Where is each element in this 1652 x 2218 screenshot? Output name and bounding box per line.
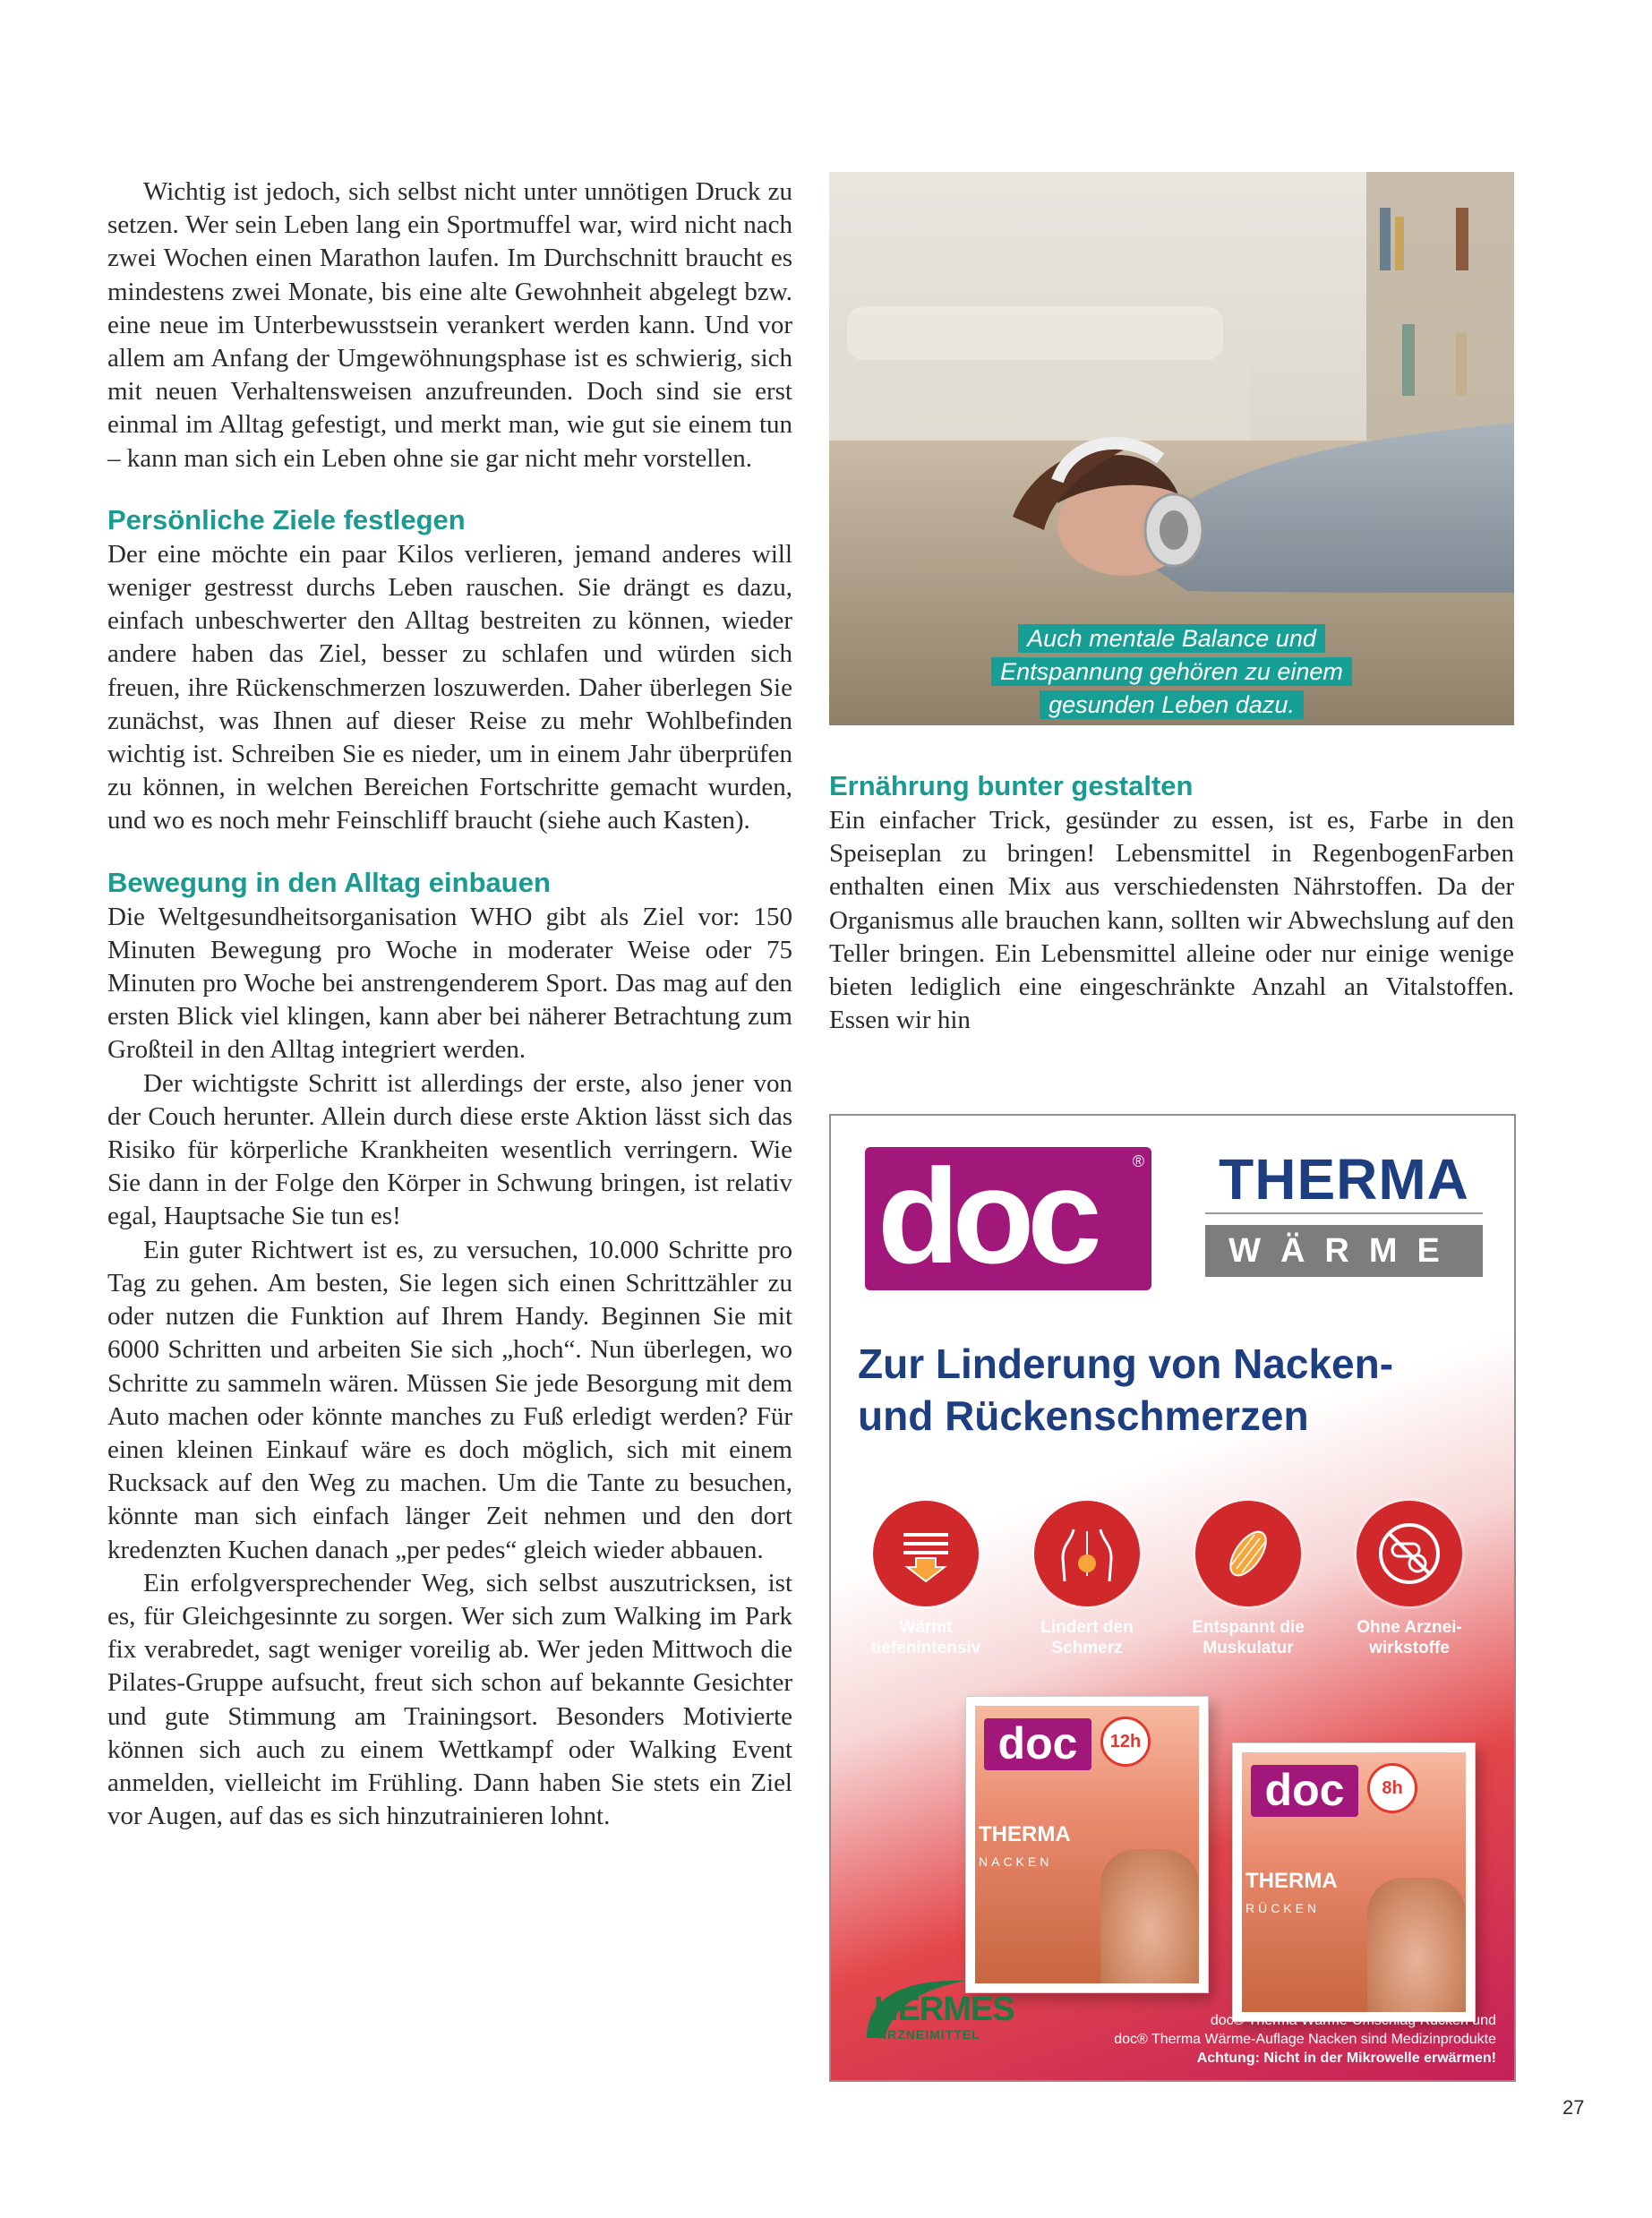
paragraph-bewegung-3: Ein guter Richtwert ist es, zu versuchen, 10.000 Schritte pro Tag zu gehen. Am besten, Sie legen sich einen Schrittzähler zu oder nutzen die Funktion auf Ihrem Handy. Beginnen Sie mit 6000 Schritten und arbeiten Sie sich „hoch“. Nun überlegen, wo Schritte zu sammeln wären. Müssen Sie jede Besorgung mit dem Auto machen oder könnte manches zu Fuß erledigt werden? Für einen kleinen Einkauf wäre es doch möglich, sich mit einem Rucksack auf den Weg zu machen. Um die Tante zu besuchen, könnte man sich einfach länger Zeit nehmen und den dort kredenzten Kuchen danach „per pedes“ gleich wieder abbauen. <box>107 1235 792 1564</box>
caption-line-2: Entspannung gehören zu einem <box>991 657 1352 686</box>
pack-back-image <box>1367 1878 1466 2012</box>
pack-subtitle: NACKEN <box>979 1854 1053 1869</box>
heading-persoenliche-ziele: Persönliche Ziele festlegen <box>107 503 466 535</box>
feature-label <box>1006 1617 1168 1658</box>
footnote-warning: Achtung: Nicht in der Mikrowelle erwärmen! <box>1196 2051 1496 2066</box>
left-column <box>107 176 792 1833</box>
feature-label-line: Wärmt <box>899 1618 953 1637</box>
feature-label <box>845 1617 1006 1658</box>
muscle-icon <box>1195 1501 1301 1606</box>
ad-footnote <box>1031 2011 1496 2068</box>
feature-label-line: Entspannt die <box>1192 1618 1305 1637</box>
caption-line-1: Auch mentale Balance und <box>1018 624 1325 653</box>
back-pain-icon <box>1034 1501 1140 1606</box>
feature-label-line: Lindert den <box>1040 1618 1134 1637</box>
ad-headline <box>858 1338 1485 1442</box>
footnote-line-2: doc® Therma Wärme-Auflage Nacken sind Medizinprodukte <box>1114 2032 1496 2047</box>
pack-hours-badge: 8h <box>1367 1763 1417 1813</box>
feature-entspannt <box>1168 1501 1329 1658</box>
paragraph-persoenliche-ziele: Der eine möchte ein paar Kilos verlieren, jemand anderes will weniger gestresst durchs Leben rauschen. Sie drängt es dazu, einfach unbeschwerter den Alltag bestreiten zu können, wieder andere haben das Ziel, besser zu schlafen und würden sich freuen, ihre Rückenschmerzen loszuwerden. Daher überlegen Sie zunächst, was Ihnen auf dieser Reise zu mehr Wohlbefinden wichtig ist. Schreiben Sie es nieder, um in einem Jahr überprüfen zu können, in welchen Bereichen Fortschritte gemacht wurden, und wo es noch mehr Feinschliff braucht (siehe auch Kasten). <box>107 539 792 835</box>
feature-icons <box>845 1501 1499 1698</box>
doc-logo <box>865 1141 1151 1291</box>
pack-doc-logo: doc <box>1251 1765 1358 1817</box>
feature-label-line: tiefenintensiv <box>870 1639 981 1657</box>
relaxing-woman-photo <box>829 172 1514 725</box>
no-pills-icon <box>1357 1501 1462 1606</box>
heat-arrow-icon <box>873 1501 979 1606</box>
registered-mark: ® <box>1132 1152 1144 1170</box>
hermes-subtitle: ARZNEIMITTEL <box>877 2027 980 2042</box>
feature-label <box>1329 1617 1490 1658</box>
doc-logo-text: doc <box>877 1141 1095 1291</box>
feature-lindert <box>1006 1501 1168 1658</box>
ad-headline-line-2: und Rückenschmerzen <box>858 1392 1309 1439</box>
feature-label-line: Schmerz <box>1051 1639 1123 1657</box>
product-pack-nacken <box>965 1696 1209 1993</box>
feature-label-line: Muskulatur <box>1203 1639 1294 1657</box>
footnote-line-1: doc® Therma Wärme-Umschlag Rücken und <box>1210 2013 1496 2028</box>
therma-logo-text: THERMA <box>1219 1147 1469 1212</box>
hermes-name: HERMES <box>874 1991 1014 2028</box>
ad-headline-line-1: Zur Linderung von Nacken- <box>858 1340 1394 1387</box>
heading-ernaehrung: Ernährung bunter gestalten <box>829 770 1194 801</box>
photo-caption <box>829 622 1514 722</box>
pack-hours-badge: 12h <box>1100 1717 1151 1767</box>
pack-title: THERMA <box>1245 1869 1338 1893</box>
feature-label <box>1168 1617 1329 1658</box>
paragraph-ernaehrung: Ein einfacher Trick, gesünder zu essen, ist es, Farbe in den Speiseplan zu bringen! Lebensmittel in RegenbogenFarben enthalten einen Mix aus verschiedensten Nährstoffen. Da der Organismus alle brauchen kann, sollten wir Abwechslung auf den Teller bringen. Ein Lebensmittel alleine oder nur einige wenige bieten lediglich eine eingeschränkte Anzahl an Vitalstoffen. Essen wir hin <box>829 806 1514 1035</box>
pack-doc-logo: doc <box>984 1718 1091 1770</box>
pack-subtitle: RÜCKEN <box>1245 1901 1321 1915</box>
feature-waermt <box>845 1501 1006 1658</box>
hermes-logo <box>858 1975 1019 2056</box>
paragraph-bewegung-2: Der wichtigste Schritt ist allerdings der erste, also jener von der Couch herunter. Allein durch diese erste Aktion lässt sich das Risiko für körperliche Krankheiten wesentlich verringern. Wie Sie dann in der Folge den Körper in Schwung bringen, ist relativ egal, Hauptsache Sie tun es! <box>107 1068 792 1231</box>
page-number: 27 <box>1562 2096 1585 2119</box>
therma-divider <box>1205 1212 1483 1214</box>
feature-label-line: Ohne Arznei- <box>1357 1618 1462 1637</box>
waerme-banner: WÄRME <box>1205 1225 1483 1277</box>
doc-therma-advertisement[interactable] <box>829 1114 1516 2082</box>
paragraph-bewegung-4: Ein erfolgversprechender Weg, sich selbst auszutricksen, ist es, für Gleichgesinnte zu sorgen. Wer sich zum Walking im Park fix verabredet, sagt weniger voreilig ab. Wer jeden Mittwoch die Pilates-Gruppe aufsucht, freut sich schon auf bekannte Gesichter und gute Stimmung am Trainingsort. Besonders Motivierte können sich auch zu einem Wettkampf oder Walking Event anmelden, vielleicht im Frühling. Dann haben Sie stets ein Ziel vor Augen, auf das es sich hinzutrainieren lohnt. <box>107 1568 792 1831</box>
caption-line-3: gesunden Leben dazu. <box>1040 690 1304 719</box>
feature-label-line: wirkstoffe <box>1369 1639 1450 1657</box>
intro-paragraph: Wichtig ist jedoch, sich selbst nicht unter unnötigen Druck zu setzen. Wer sein Leben lang ein Sportmuffel war, wird nicht nach zwei Wochen einen Marathon laufen. Im Durchschnitt braucht es mindestens zwei Monate, bis eine alte Gewohnheit abgelegt bzw. eine neue im Unterbewusstsein verankert werden kann. Und vor allem am Anfang der Umgewöhnungsphase ist es schwierig, sich mit neuen Verhaltensweisen anzufreunden. Doch sind sie erst einmal im Alltag gefestigt, und merkt man, wie gut sie einem tun – kann man sich ein Leben ohne sie gar nicht mehr vorstellen. <box>107 177 792 473</box>
pack-title: THERMA <box>979 1822 1071 1846</box>
pack-back-image <box>1100 1849 1199 1983</box>
feature-ohne-arzneiwirkstoffe <box>1329 1501 1490 1658</box>
heading-bewegung: Bewegung in den Alltag einbauen <box>107 866 551 898</box>
product-pack-ruecken <box>1232 1743 1476 2022</box>
right-column <box>829 768 1514 1037</box>
paragraph-bewegung-1: Die Weltgesundheitsorganisation WHO gibt als Ziel vor: 150 Minuten Bewegung pro Woche in moderater Weise oder 75 Minuten pro Woche bei anstrengenderem Sport. Das mag auf den ersten Blick viel klingen, kann aber bei näherer Betrachtung zum Großteil in den Alltag integriert werden. <box>107 902 792 1065</box>
